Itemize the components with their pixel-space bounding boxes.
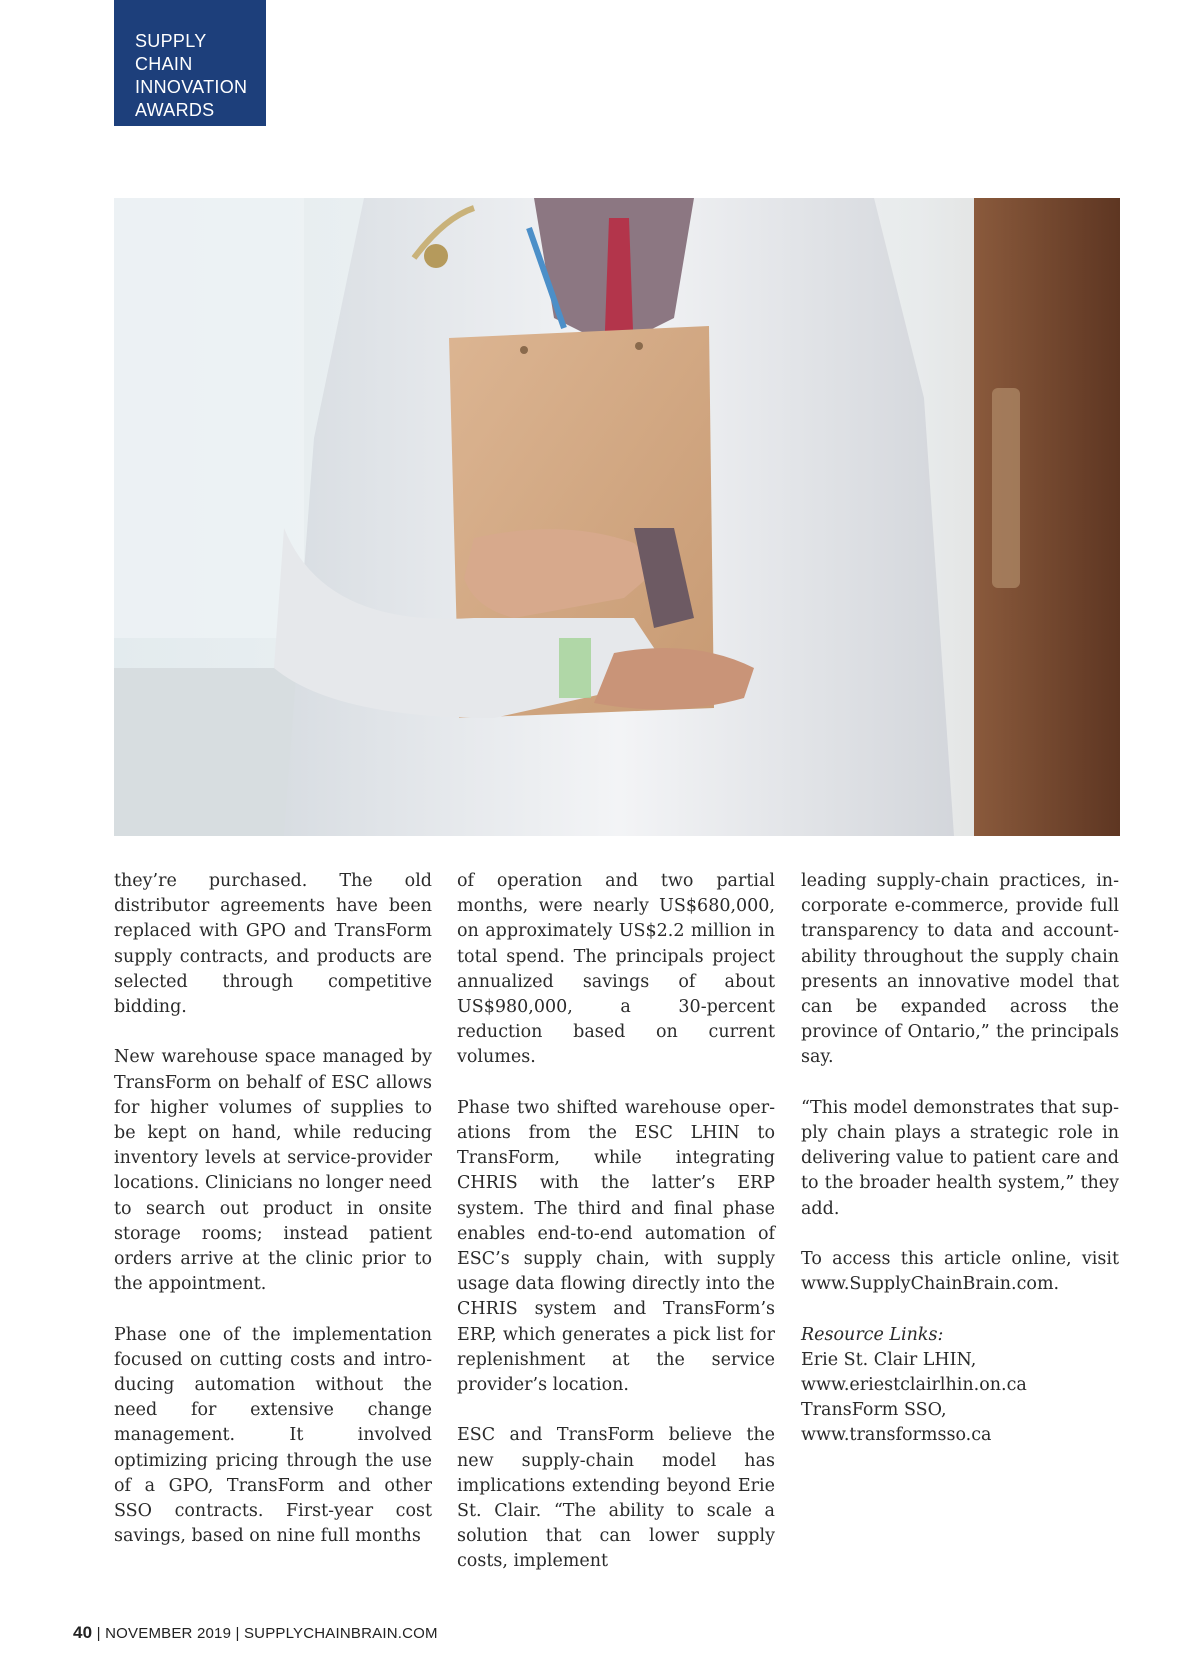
- resource-link-url[interactable]: www.eriestclairlhin.on.ca: [801, 1375, 1027, 1396]
- doctor-photo: [114, 198, 1120, 836]
- resource-link-label: TransForm SSO,: [801, 1400, 947, 1421]
- resource-link-label: Erie St. Clair LHIN,: [801, 1349, 977, 1370]
- page-number: 40: [73, 1623, 93, 1642]
- column-2: [457, 869, 775, 1575]
- paragraph: ESC and TransForm believe the new supply-chain model has implications extending beyond Erie St. Clair. “The ability to scale a solution that can lower supply costs, implement: [457, 1425, 775, 1572]
- section-badge-line-3: AWARDS: [135, 100, 215, 120]
- resource-link-url[interactable]: www.transformsso.ca: [801, 1425, 992, 1446]
- paragraph: leading supply-chain practices, incorporate e-commerce, provide full transparency to data and accountability throughout the supply chain presents an innovative model that can be expanded across the province of Ontario,” the principals say.: [801, 871, 1119, 1068]
- column-1: [114, 869, 432, 1549]
- paragraph: they’re purchased. The old distributor agreements have been replaced with GPO and TransForm supply contracts, and products are selected through competitive bidding.: [114, 871, 432, 1018]
- section-badge-line-1: SUPPLY CHAIN: [135, 31, 207, 74]
- paragraph: New warehouse space managed by TransForm on behalf of ESC allows for higher volumes of supplies to be kept on hand, while reducing inventory levels at service-provider locations. Clinicians no longer need to search out product in onsite storage rooms; instead patient orders arrive at the clinic prior to the appointment.: [114, 1047, 432, 1295]
- page-footer: [73, 1623, 438, 1643]
- footer-issue-site: | NOVEMBER 2019 | SUPPLYCHAINBRAIN.COM: [92, 1625, 438, 1642]
- doctor-holding-clipboard-photo-icon: [114, 198, 1120, 836]
- section-badge-line-2: INNOVATION: [135, 77, 248, 97]
- resource-links-heading: Resource Links:: [801, 1324, 944, 1345]
- section-badge: [114, 0, 266, 126]
- paragraph: Phase one of the implementation focused on cutting costs and introducing automation without the need for extensive change management. It involved optimizing pricing through the use of a GPO, TransForm and other SSO contracts. First-year cost savings, based on nine full months: [114, 1324, 432, 1547]
- resource-links: [801, 1323, 1119, 1449]
- paragraph: To access this article online, visit www.SupplyChainBrain.com.: [801, 1249, 1119, 1295]
- paragraph: of operation and two partial months, were nearly US$680,000, on approximately US$2.2 million in total spend. The principals project annualized savings of about US$980,000, a 30-percent reduction based on current volumes.: [457, 871, 775, 1068]
- column-3: [801, 869, 1119, 1449]
- paragraph: “This model demonstrates that supply chain plays a strategic role in delivering value to patient care and to the broader health system,” they add.: [801, 1097, 1119, 1219]
- paragraph: Phase two shifted warehouse operations from the ESC LHIN to TransForm, while integrating CHRIS with the latter’s ERP system. The third and final phase enables end-to-end automation of ESC’s supply chain, with supply usage data flowing directly into the CHRIS system and TransForm’s ERP, which generates a pick list for replenishment at the service provider’s location.: [457, 1097, 775, 1396]
